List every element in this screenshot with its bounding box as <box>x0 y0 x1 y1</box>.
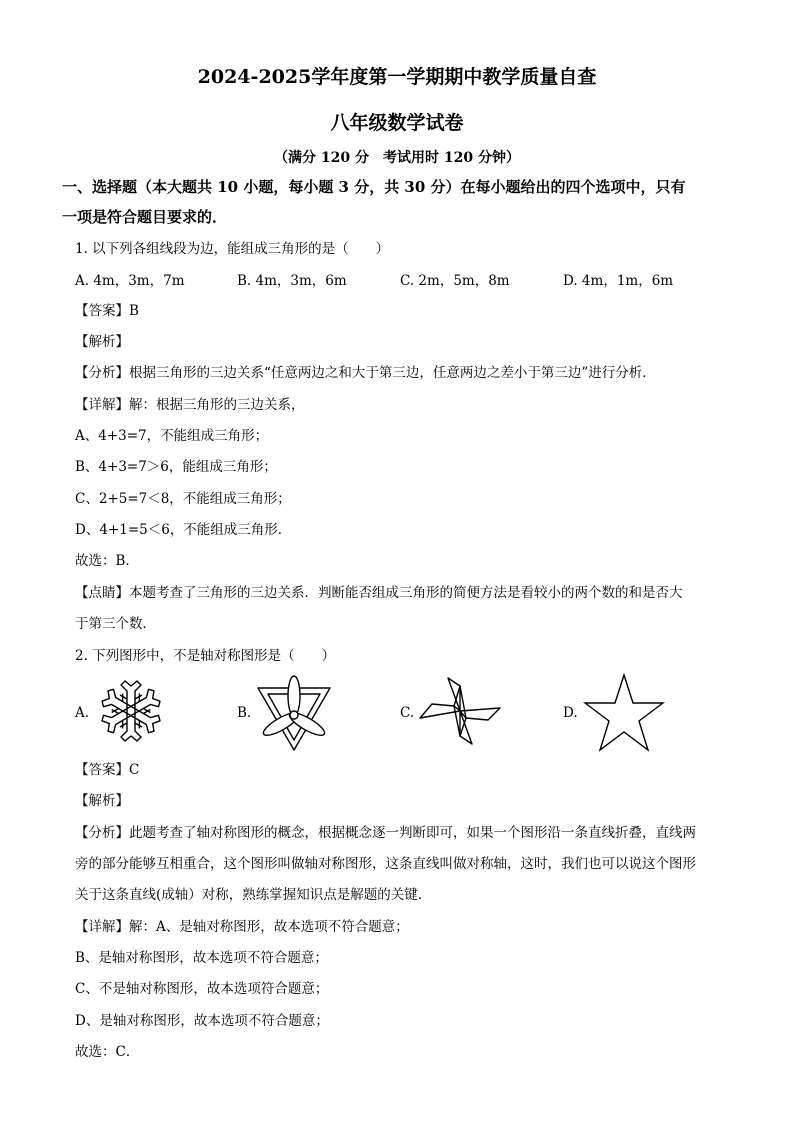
q1-step-c: C、2+5=7＜8，不能组成三角形； <box>75 491 291 507</box>
propeller-blade-top <box>288 676 300 716</box>
q2-option-a-label: A. <box>75 705 90 721</box>
section-heading-line2: 一项是符合题目要求的． <box>62 208 228 226</box>
q2-choose: 故选：C． <box>75 1044 140 1060</box>
q1-step-a: A、4+3=7，不能组成三角形； <box>75 428 269 444</box>
q2-detail: 【详解】解：A、是轴对称图形，故本选项不符合题意； <box>75 919 409 935</box>
triangle-propeller-figure <box>252 670 336 754</box>
q2-step-b: B、是轴对称图形，故本选项不符合题意； <box>75 950 328 966</box>
propeller-hub <box>290 711 298 719</box>
q1-stem: 1. 以下列各组线段为边，能组成三角形的是（ ） <box>75 241 390 257</box>
q1-comment-line1: 【点睛】本题考查了三角形的三边关系．判断能否组成三角形的简便方法是看较小的两个数的和是否大 <box>75 585 683 601</box>
pinwheel-figure <box>418 672 502 750</box>
q1-option-d: D. 4m，1m，6m <box>563 273 674 289</box>
q1-option-b: B. 4m，3m，6m <box>237 273 347 289</box>
q1-answer: 【答案】B <box>75 303 139 319</box>
star-figure <box>582 672 666 752</box>
q2-fenxi-line2: 旁的部分能够互相重合，这个图形叫做轴对称图形，这条直线叫做对称轴，这时，我们也可以说这个图形 <box>75 856 696 872</box>
snowflake-arms <box>100 681 163 741</box>
q2-stem: 2. 下列图形中，不是轴对称图形是（ ） <box>75 648 336 664</box>
q2-fenxi-line3: 关于这条直线(成轴）对称，熟练掌握知识点是解题的关键． <box>75 887 432 903</box>
q1-analysis-label: 【解析】 <box>75 334 129 350</box>
q2-option-c-label: C. <box>400 705 415 721</box>
q2-answer: 【答案】C <box>75 762 140 778</box>
q2-fenxi-line1: 【分析】此题考查了轴对称图形的概念，根据概念逐一判断即可，如果一个图形沿一条直线折叠，直线两 <box>75 825 696 841</box>
exam-title: 2024-2025学年度第一学期期中教学质量自查 <box>197 66 597 88</box>
five-point-star <box>585 675 663 750</box>
q1-comment-line2: 于第三个数． <box>75 616 156 632</box>
exam-subtitle: 八年级数学试卷 <box>330 112 464 134</box>
exam-note: （满分 120 分 考试用时 120 分钟） <box>274 150 520 166</box>
q1-option-a: A. 4m，3m，7m <box>75 273 185 289</box>
q1-choose: 故选：B． <box>75 553 139 569</box>
q2-option-d-label: D. <box>563 705 578 721</box>
q1-fenxi: 【分析】根据三角形的三边关系“任意两边之和大于第三边，任意两边之差小于第三边”进行分析． <box>75 365 656 381</box>
q1-step-b: B、4+3=7＞6，能组成三角形； <box>75 459 277 475</box>
snowflake-figure <box>92 672 170 750</box>
section-heading-line1: 一、选择题（本大题共 10 小题，每小题 3 分，共 30 分）在每小题给出的四个选项中，只有 <box>62 178 686 196</box>
q1-option-c: C. 2m，5m，8m <box>400 273 510 289</box>
q1-detail: 【详解】解：根据三角形的三边关系， <box>75 397 305 413</box>
q2-analysis-label: 【解析】 <box>75 793 129 809</box>
q2-step-c: C、不是轴对称图形，故本选项符合题意； <box>75 981 329 997</box>
q1-step-d: D、4+1=5＜6，不能组成三角形． <box>75 522 292 538</box>
q2-option-b-label: B. <box>237 705 252 721</box>
q2-step-d: D、是轴对称图形，故本选项不符合题意； <box>75 1013 329 1029</box>
